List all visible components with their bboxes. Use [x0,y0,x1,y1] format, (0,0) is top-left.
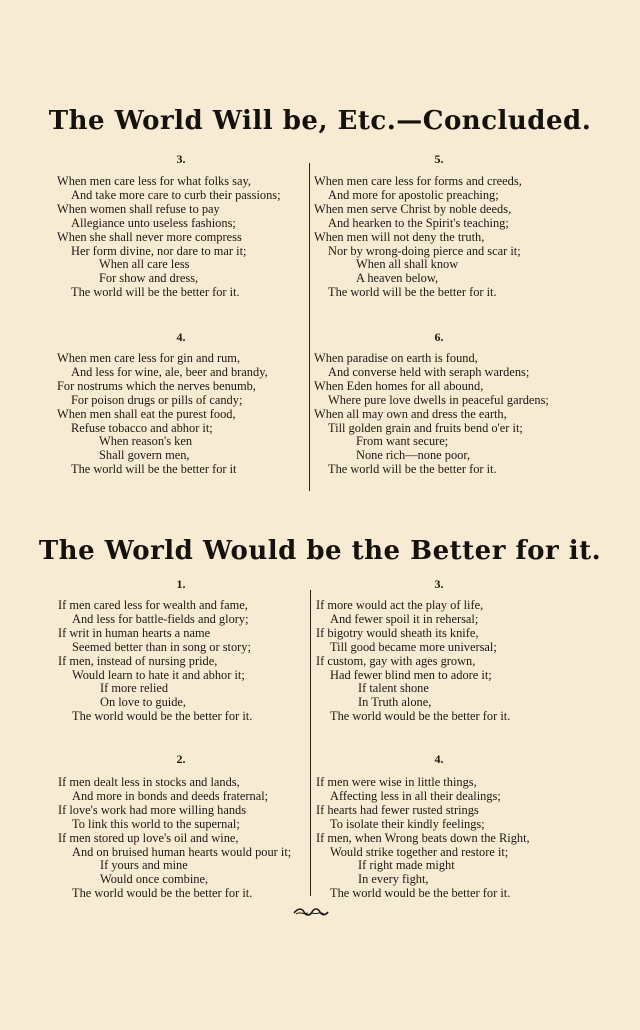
verse-line: If men, when Wrong beats down the Right, [316,830,530,845]
verse-line: And more for apostolic preaching; [328,187,499,202]
verse-line: And converse held with seraph wardens; [328,364,530,379]
section-title-concluded: The World Will be, Etc.—Concluded. [48,106,592,136]
verse-line: If more would act the play of life, [316,598,484,612]
verse-line: And take more care to curb their passions; [71,187,281,202]
verse-line: If writ in human hearts a name [58,625,211,640]
verse-line: The world will be the better for it [71,462,237,477]
verse-line: To link this world to the supernal; [72,816,240,831]
verse-line: When women shall refuse to pay [57,201,220,216]
verse-line: To isolate their kindly feelings; [330,816,485,831]
stanza-2-4 [316,776,578,901]
verse-line: And on bruised human hearts would pour it; [72,844,292,859]
verse-line: The world would be the better for it. [330,709,511,724]
verse-line: When men serve Christ by noble deeds, [314,201,512,216]
verse-line: Seemed better than in song or story; [72,639,251,654]
verse-line: Would strike together and restore it; [330,844,509,859]
verse-line: If custom, gay with ages grown, [316,653,476,668]
verse-line: Would once combine, [100,872,209,887]
verse-line: Her form divine, nor dare to mar it; [71,243,247,258]
stanza-number: 4. [176,330,186,344]
ornament-flourish-icon [290,906,330,918]
verse-line: When men shall eat the purest food, [57,406,236,421]
verse-line: And less for battle-fields and glory; [72,611,249,626]
verse-line: And more in bonds and deeds fraternal; [72,788,269,803]
verse-line: If men, instead of nursing pride, [58,653,218,668]
stanza-number: 5. [434,152,444,166]
verse-line: And less for wine, ale, beer and brandy, [71,364,268,379]
stanza-2-3 [316,599,578,724]
stanza-number: 6. [434,330,444,344]
verse-line: If more relied [100,681,169,696]
verse-line: When paradise on earth is found, [314,351,478,365]
verse-line: Where pure love dwells in peaceful gardens; [328,392,549,407]
verse-line: From want secure; [356,434,449,449]
verse-line: Nor by wrong-doing pierce and scar it; [328,243,521,258]
verse-line: Shall govern men, [99,448,190,463]
verse-line: When Eden homes for all abound, [314,378,484,393]
verse-line: If yours and mine [100,858,188,873]
verse-line: The world will be the better for it. [328,285,497,300]
verse-line: The world would be the better for it. [72,709,253,724]
verse-line: Refuse tobacco and abhor it; [71,420,213,435]
verse-line: If love's work had more willing hands [58,802,247,817]
stanza-1-5 [314,175,576,300]
verse-line: For poison drugs or pills of candy; [71,392,243,407]
stanza-number: 3. [176,152,186,166]
verse-line: When reason's ken [99,434,193,449]
stanza-2-1 [58,599,320,724]
verse-line: For nostrums which the nerves benumb, [57,378,256,393]
verse-line: If men cared less for wealth and fame, [58,598,248,612]
verse-line: If men were wise in little things, [316,775,477,789]
stanza-number: 4. [434,752,444,766]
stanza-1-4 [57,352,319,477]
verse-line: The world would be the better for it. [330,886,511,901]
verse-line: The world will be the better for it. [328,462,497,477]
verse-line: When men care less for forms and creeds, [314,174,522,188]
stanza-number: 2. [176,752,186,766]
stanza-number: 3. [434,577,444,591]
verse-line: If bigotry would sheath its knife, [316,625,479,640]
verse-line: When all shall know [356,257,459,272]
verse-line: If men dealt less in stocks and lands, [58,775,240,789]
verse-line: Had fewer blind men to adore it; [330,667,492,682]
verse-line: When men will not deny the truth, [314,229,485,244]
verse-line: For show and dress, [99,271,199,286]
verse-line: If hearts had fewer rusted strings [316,802,479,817]
verse-line: Till golden grain and fruits bend o'er it; [328,420,523,435]
section-title-better: The World Would be the Better for it. [38,536,602,566]
verse-line: A heaven below, [356,271,439,286]
verse-line: Allegiance unto useless fashions; [71,215,236,230]
verse-line: On love to guide, [100,695,187,710]
stanza-1-3 [57,175,319,300]
verse-line: Affecting less in all their dealings; [330,788,501,803]
verse-line: And hearken to the Spirit's teaching; [328,215,509,230]
verse-line: Would learn to hate it and abhor it; [72,667,245,682]
verse-line: When all may own and dress the earth, [314,406,507,421]
verse-line: In every fight, [358,872,429,887]
verse-line: When she shall never more compress [57,229,242,244]
verse-line: The world would be the better for it. [72,886,253,901]
verse-line: In Truth alone, [358,695,432,710]
verse-line: None rich—none poor, [356,448,471,463]
verse-line: Till good became more universal; [330,639,497,654]
verse-line: When all care less [99,257,190,272]
stanza-number: 1. [176,577,186,591]
stanza-1-6 [314,352,576,477]
verse-line: And fewer spoil it in rehersal; [330,611,479,626]
verse-line: If right made might [358,858,455,873]
verse-line: When men care less for what folks say, [57,174,251,188]
verse-line: If men stored up love's oil and wine, [58,830,239,845]
verse-line: If talent shone [358,681,429,696]
verse-line: When men care less for gin and rum, [57,351,241,365]
verse-line: The world will be the better for it. [71,285,240,300]
stanza-2-2 [58,776,320,901]
